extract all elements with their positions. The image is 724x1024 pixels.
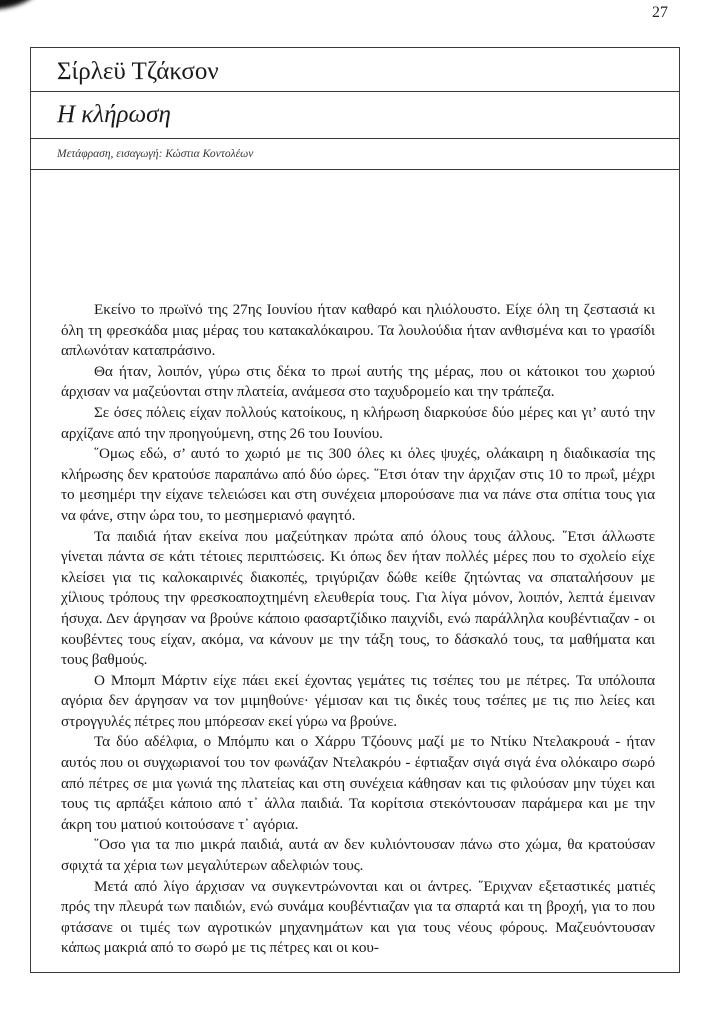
paragraph: Τα δύο αδέλφια, ο Μπόμπυ και ο Χάρρυ Τζόουνς μαζί με το Ντίκυ Ντελακρουά - ήταν αυτός που οι συγχωριανοί του τον φωνάζαν Ντελακρόυ - έφτιαξαν σιγά σιγά ένα ολόκαιρο σωρό από πέτρες σε μια γωνιά της πλατείας και στη συνέχεια κάθησαν και τις φιλούσαν μην τύχει και τους τις αρπάξει κάποιο από τ᾽ άλλα παιδιά. Τα κορίτσια στεκόντουσαν παράμερα και με την άκρη του ματιού κοιτούσανε τ᾽ αγόρια. xyxy=(61,733,655,833)
translator-credit: Μετάφραση, εισαγωγή: Κώστια Κοντολέων xyxy=(57,148,254,160)
paragraph: ῞Ομως εδώ, σ’ αυτό το χωριό με τις 300 όλες κι όλες ψυχές, ολάκαιρη η διαδικασία της κλήρωσης δεν κρατούσε παραπάνω από δύο ώρες. ῞Ετσι όταν την άρχιζαν στις 10 το πρωΐ, μέχρι το μεσημέρι την είχανε τελειώσει και στη συνέχεια μπορούσανε πια να πάνε στα σπίτια τους για να φάνε, στην ώρα του, το μεσημεριανό φαγητό. xyxy=(61,445,655,524)
page-frame xyxy=(30,47,680,973)
paragraph: ῞Οσο για τα πιο μικρά παιδιά, αυτά αν δεν κυλιόντουσαν πάνω στο χώμα, θα κρατούσαν σφιχτά τα χέρια των μεγαλύτερων αδελφιών τους. xyxy=(61,836,655,875)
paragraph: Εκείνο το πρωϊνό της 27ης Ιουνίου ήταν καθαρό και ηλιόλουστο. Είχε όλη τη ζεστασιά κι όλη τη φρεσκάδα μιας μέρας του κατακαλόκαιρου. Τα λουλούδια ήταν ανθισμένα και το γρασίδι απλωνόταν καταπράσινο. xyxy=(61,301,655,360)
author-row xyxy=(31,48,679,92)
paragraph: Ο Μπομπ Μάρτιν είχε πάει εκεί έχοντας γεμάτες τις τσέπες του με πέτρες. Τα υπόλοιπα αγόρια δεν άργησαν να τον μιμηθούνε· γέμισαν και τις δικές τους τσέπες με τις πιο λείες και στρογγυλές πέτρες που μπόρεσαν εκεί γύρω να βρούνε. xyxy=(61,671,655,730)
paragraph: Σε όσες πόλεις είχαν πολλούς κατοίκους, η κλήρωση διαρκούσε δύο μέρες και γι’ αυτό την αρχίζανε από την προηγούμενη, στης 26 του Ιουνίου. xyxy=(61,403,655,442)
paragraph: Μετά από λίγο άρχισαν να συγκεντρώνονται και οι άντρες. ῞Εριχναν εξεταστικές ματιές πρός την πλευρά των παιδιών, ενώ συνάμα κουβέντιαζαν για τα σπαρτά και τη βροχή, για το που φτάσανε οι τιμές των αγροτικών μηχανημάτων και για τους νέους φόρους. Μαζευόντουσαν κάπως μακριά από το σωρό με τις πέτρες και οι κου- xyxy=(61,877,655,957)
story-body xyxy=(61,300,655,959)
title-row xyxy=(31,92,679,139)
page-number: 27 xyxy=(652,4,668,21)
paragraph: Θα ήταν, λοιπόν, γύρω στις δέκα το πρωί αυτής της μέρας, που οι κάτοικοι του χωριού άρχισαν να μαζεύονται στην πλατεία, ανάμεσα στο ταχυδρομείο και την τράπεζα. xyxy=(61,362,655,401)
story-title: Η κλήρωση xyxy=(57,101,171,128)
paragraph: Τα παιδιά ήταν εκείνα που μαζεύτηκαν πρώτα από όλους τους άλλους. ῞Ετσι άλλωστε γίνεται πάντα σε κάτι τέτοιες περιπτώσεις. Κι όπως δεν ήταν πολλές μέρες που το σχολείο είχε κλείσει για τις καλοκαιρινές διακοπές, τριγύριζαν δώθε κείθε ζητώντας να σπαταλήσουν με χίλιους τρόπους την φρεσκοαποχτημένη ελευθερία τους. Για λίγα μόνον, λοιπόν, λεπτά έμειναν ήσυχα. Δεν άργησαν να βρούνε κάποιο φασαρτζίδικο παιχνίδι, ενώ παράλληλα κουβέντιαζαν - οι κουβέντες τους είχαν, ακόμα, να κάνουν με την τάξη τους, το δάσκαλό τους, τα μαθήματα και τους βαθμούς. xyxy=(61,527,655,669)
author-name: Σίρλεϋ Τζάκσον xyxy=(57,57,219,85)
scan-edge-shadow xyxy=(0,0,42,15)
translator-row xyxy=(31,139,679,170)
